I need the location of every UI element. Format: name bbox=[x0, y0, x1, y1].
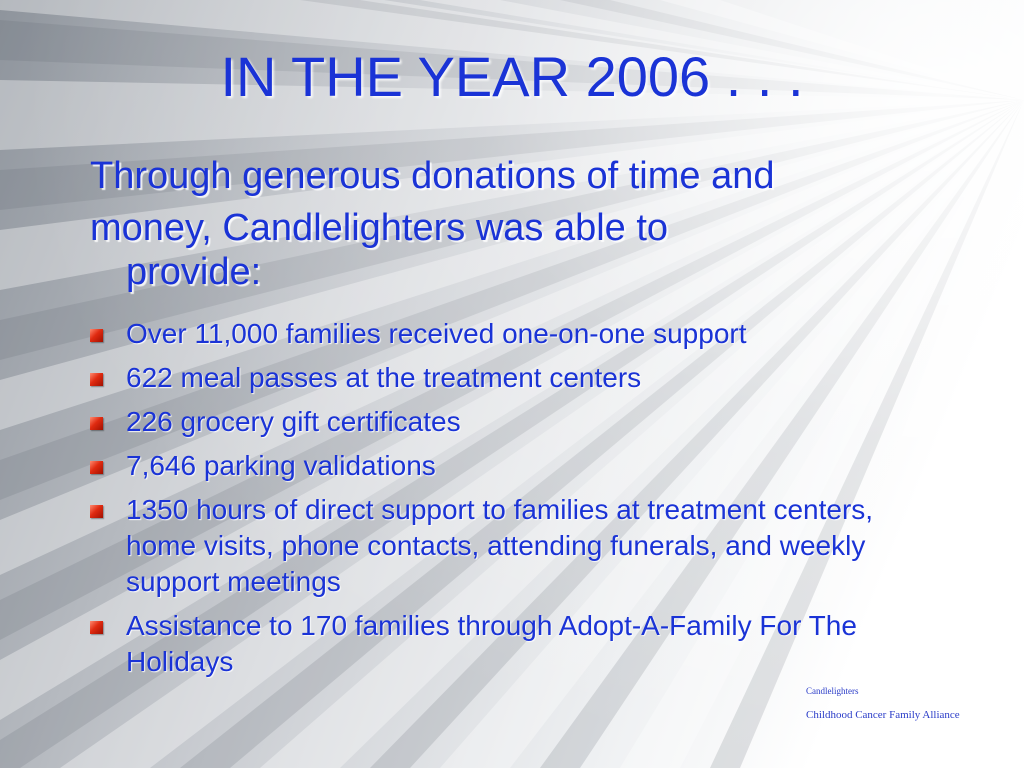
footer-org-full: Childhood Cancer Family Alliance bbox=[806, 709, 960, 721]
intro-line: provide: bbox=[126, 251, 262, 293]
footer-org-short: Candlelighters bbox=[806, 686, 859, 696]
red-square-bullet-icon bbox=[90, 373, 103, 386]
list-item-text: Over 11,000 families received one-on-one support bbox=[126, 318, 747, 349]
list-item bbox=[88, 492, 928, 600]
intro-paragraph bbox=[90, 150, 930, 294]
list-item-text: 1350 hours of direct support to families at treatment centers, home visits, phone contacts, attending funerals, and weekly support meetings bbox=[126, 494, 874, 597]
list-item bbox=[88, 360, 928, 396]
list-item bbox=[88, 316, 928, 352]
list-item-text: 622 meal passes at the treatment centers bbox=[126, 362, 642, 393]
red-square-bullet-icon bbox=[90, 417, 103, 430]
bullet-list bbox=[88, 316, 928, 688]
red-square-bullet-icon bbox=[90, 621, 103, 634]
red-square-bullet-icon bbox=[90, 461, 103, 474]
list-item bbox=[88, 404, 928, 440]
list-item bbox=[88, 608, 928, 680]
list-item-text: Assistance to 170 families through Adopt-A-Family For The Holidays bbox=[126, 610, 857, 677]
red-square-bullet-icon bbox=[90, 329, 103, 342]
list-item bbox=[88, 448, 928, 484]
list-item-text: 7,646 parking validations bbox=[126, 450, 436, 481]
red-square-bullet-icon bbox=[90, 505, 103, 518]
list-item-text: 226 grocery gift certificates bbox=[126, 406, 461, 437]
intro-line: money, Candlelighters was able to bbox=[90, 207, 669, 249]
slide-title: IN THE YEAR 2006 . . . bbox=[220, 45, 804, 108]
intro-line: Through generous donations of time and bbox=[90, 155, 775, 197]
